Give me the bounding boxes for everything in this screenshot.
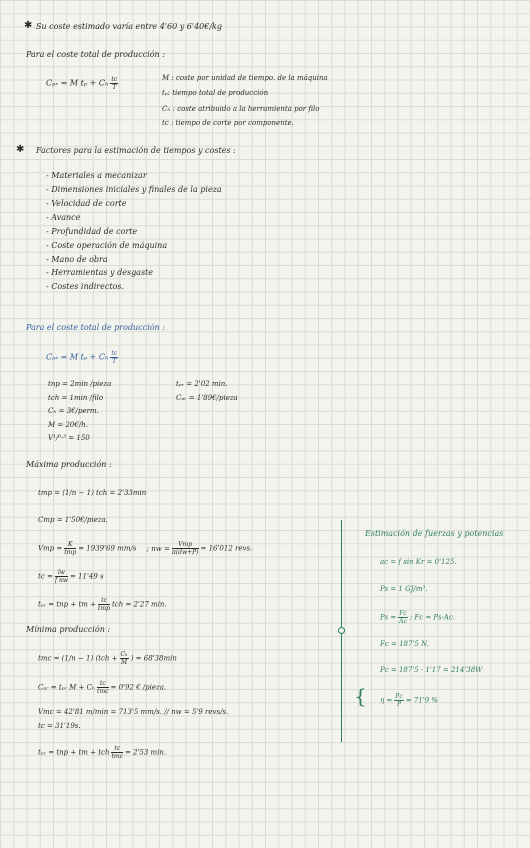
parameter: tch = 1min /filo (48, 394, 104, 402)
vmc-formula: Vmc = 42'81 m/min = 713'5 mm/s. // nw = 5'9 revs/s. (38, 708, 229, 716)
asterisk-icon: ✱ (16, 144, 25, 155)
tmp-formula: tmp = (1/n − 1) tch = 2'33min (38, 489, 147, 497)
parameter: M = 20€/h. (48, 421, 88, 429)
max-production-title: Máxima producción : (26, 460, 112, 469)
pc-formula: Pc = 187'5 · 1'17 = 214'38W (380, 666, 483, 674)
list-item: - Costes indirectos. (46, 282, 124, 291)
list-item: - Velocidad de corte (46, 199, 127, 208)
ac-formula: ac = f sin Kr = 0'125. (380, 558, 457, 566)
section-title-cost: Para el coste total de producción : (26, 50, 165, 59)
definition-item: tₚ: tiempo total de producción (162, 89, 269, 97)
brace-mark: { (354, 684, 367, 708)
list-item: - Herramientas y desgaste (46, 268, 154, 277)
min-production-title: Mínima producción : (26, 625, 111, 634)
vmp-formula: Vmp = $\frac{K}{\text{tmp}}$ = 1939'69 mm/s ; nw = $\frac{\text{Vmp}}{\pi(dw+P)}$ = 16'012 revs. (38, 541, 253, 556)
asterisk-icon: ✱ (24, 20, 33, 31)
tc-min-formula: tc = 31'19s. (38, 722, 81, 730)
cmp-formula: Cmp = 1'50€/pieza. (38, 516, 108, 524)
parameter: Cₕ = 3€/perm. (48, 407, 99, 415)
list-item: - Dimensiones iniciales y finales de la pieza (46, 185, 222, 194)
tmc-formula: tmc = (1/n − 1) (tch + $\frac{\text{Cₕ}}{M}$ ) = 68'38min (38, 651, 177, 666)
definition-item: M : coste por unidad de tiempo. de la máquina (162, 74, 328, 82)
factors-title: Factores para la estimación de tiempos y costes : (36, 146, 236, 155)
eta-formula: η = $\frac{Pc}{P}$ = 71'9 % (380, 693, 438, 708)
tpr-min-formula: tₚᵣ = tnp + tm + tch $\frac{tc}{\text{tmc}}$ = 2'53 min. (38, 745, 167, 760)
fc-value: Fc = 187'5 N. (380, 640, 429, 648)
parameter: V¹/⁰·³ = 150 (48, 434, 90, 442)
forces-title: Estimación de fuerzas y potencias (365, 529, 504, 538)
ps-formula: Ps = $\frac{Fc}{Ac}$ ; Fc = Ps·Ac. (380, 610, 455, 625)
section-title-cost-2: Para el coste total de producción : (26, 323, 165, 332)
definition-item: Cₕ : coste atribuido a la herramienta por filo (162, 105, 320, 113)
list-item: - Materiales a mecanizar (46, 171, 147, 180)
cost-formula-2: Cₚᵣ = M tₚ + Cₕ $\frac{tc}{T}$ (46, 350, 118, 365)
parameter: tnp = 2min /pieza (48, 380, 112, 388)
cost-range-note: Su coste estimado varía entre 4'60 y 6'40€/kg (36, 22, 223, 31)
list-item: - Profundidad de corte (46, 227, 138, 236)
list-item: - Mano de obra (46, 255, 108, 264)
tpr-formula: tₚᵣ = tnp + tm + $\frac{tc}{\text{tmp}}$ tch = 2'27 min. (38, 597, 167, 612)
divider-marker (338, 627, 345, 634)
list-item: - Avance (46, 213, 81, 222)
parameter: tₚᵣ = 2'02 min. (176, 380, 228, 388)
tc-formula: tc = $\frac{lw}{\text{f nw}}$ = 11'49 s (38, 569, 104, 584)
ps-value: Ps = 1 GJ/m³. (380, 585, 428, 593)
definition-item: tc : tiempo de corte por componente. (162, 119, 294, 127)
parameter: Cₚᵣ = 1'89€/pieza (176, 394, 238, 402)
cpr-formula: Cₚᵣ = tₚᵣ M + Cₕ $\frac{tc}{\text{tmc}}$ = 0'92 € /pieza. (38, 680, 167, 695)
cost-formula: Cₚᵣ = M tₚ + Cₕ $\frac{tc}{T}$ (46, 76, 118, 91)
list-item: - Coste operación de máquina (46, 241, 168, 250)
